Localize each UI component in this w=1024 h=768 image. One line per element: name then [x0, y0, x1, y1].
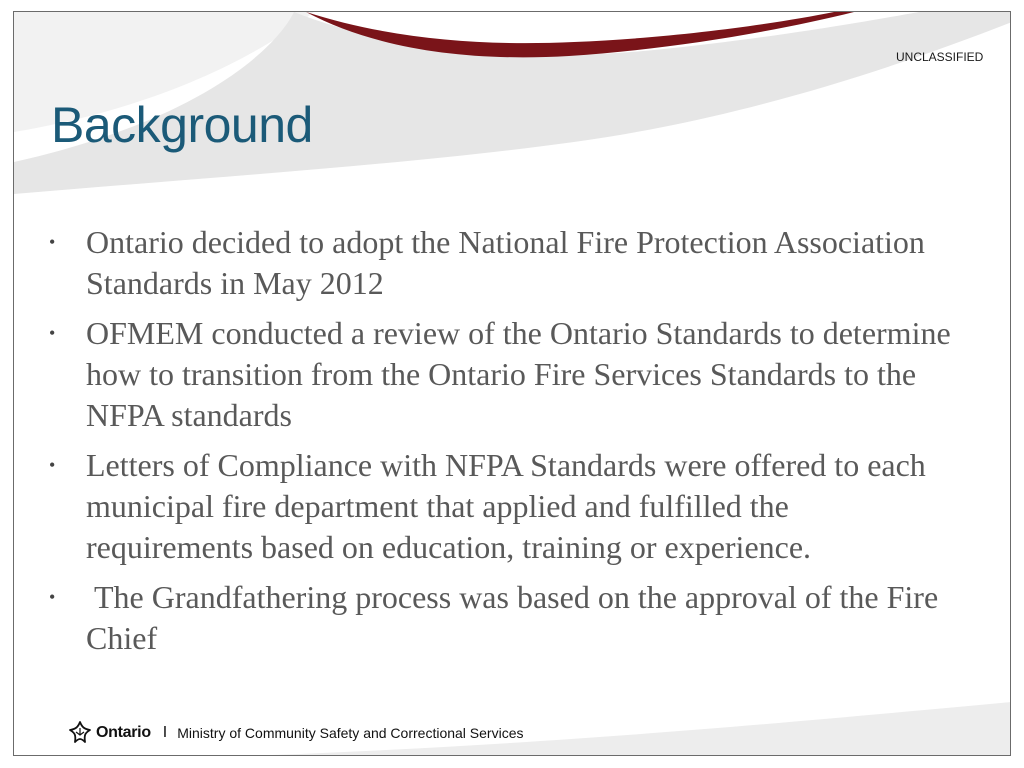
bullet-dot-icon: • [49, 232, 56, 252]
bullet-item [42, 222, 962, 304]
footer [66, 716, 523, 750]
slide [13, 11, 1011, 756]
bullet-text: The Grandfathering process was based on the approval of the Fire Chief [86, 579, 947, 656]
ministry-name: Ministry of Community Safety and Correctional Services [177, 725, 524, 741]
bullet-dot-icon: • [49, 323, 56, 343]
classification-label: UNCLASSIFIED [896, 50, 984, 64]
bullet-item [42, 577, 962, 659]
bullet-item [42, 445, 962, 568]
bullet-text: Ontario decided to adopt the National Fire Protection Association Standards in May 2012 [86, 224, 925, 301]
bullet-text: Letters of Compliance with NFPA Standards were offered to each municipal fire department that applied and fulfilled the requirements based on education, training or experience. [86, 447, 926, 565]
bullet-list [42, 222, 962, 668]
footer-separator: I [162, 724, 168, 741]
slide-title: Background [51, 97, 313, 153]
bullet-dot-icon: • [49, 455, 56, 475]
trillium-icon [66, 719, 94, 747]
bullet-dot-icon: • [49, 587, 56, 607]
bullet-text: OFMEM conducted a review of the Ontario Standards to determine how to transition from the Ontario Fire Services Standards to the NFPA standards [86, 315, 951, 433]
ontario-logo [66, 719, 151, 747]
bullet-item [42, 313, 962, 436]
ontario-logo-text: Ontario [96, 724, 151, 741]
